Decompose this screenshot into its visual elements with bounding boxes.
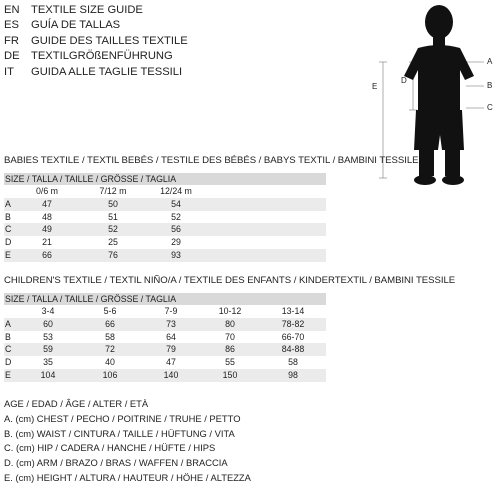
table-cell: 72 — [105, 344, 115, 355]
language-text: TEXTILE SIZE GUIDE — [31, 4, 143, 16]
table-cell: 70 — [225, 331, 235, 342]
table-row — [4, 331, 326, 344]
table-cell: 80 — [225, 318, 235, 329]
table-cell: 59 — [43, 344, 53, 355]
language-row-it — [4, 65, 188, 80]
table-cell: 150 — [222, 369, 238, 380]
dimension-label-d: D — [401, 76, 407, 85]
legend-waist: B. (cm) WAIST / CINTURA / TAILLE / HÜFTUNG / VITA — [4, 427, 235, 439]
table-row — [4, 369, 326, 382]
children-section-title: CHILDREN'S TEXTILE / TEXTIL NIÑO/A / TEXTILE DES ENFANTS / KINDERTEXTIL / BAMBINI TESSILE — [4, 275, 456, 286]
table-cell: 86 — [225, 344, 235, 355]
language-code: FR — [4, 34, 19, 47]
table-row — [4, 211, 326, 224]
table-cell: 66 — [42, 249, 52, 260]
table-cell: 47 — [166, 357, 176, 368]
legend-chest: A. (cm) CHEST / PECHO / POITRINE / TRUHE / PETTO — [4, 412, 241, 424]
language-text: GUIDE DES TAILLES TEXTILE — [31, 34, 188, 47]
table-cell: 25 — [108, 237, 118, 248]
column-header: 7/12 m — [99, 186, 127, 196]
legend-height: E. (cm) HEIGHT / ALTURA / HAUTEUR / HÖHE / ALTEZZA — [4, 471, 251, 483]
table-cell: 50 — [108, 198, 118, 209]
table-cell: 66-70 — [281, 331, 305, 342]
language-text: GUÍA DE TALLAS — [31, 19, 121, 32]
legend-hip: C. (cm) HIP / CADERA / HANCHE / HÜFTE / HIPS — [4, 442, 216, 454]
dimension-label-b: B — [487, 81, 493, 90]
language-row-es — [4, 18, 188, 33]
table-cell: 48 — [42, 211, 52, 222]
table-cell: 55 — [225, 357, 235, 368]
dimension-label-e: E — [372, 82, 378, 91]
table-row — [4, 343, 326, 356]
language-code: EN — [4, 4, 20, 16]
measurement-legend — [4, 397, 251, 486]
table-cell: 76 — [108, 249, 118, 260]
legend-age: AGE / EDAD / ÂGE / ALTER / ETÀ — [4, 398, 149, 409]
dimension-label-c: C — [487, 103, 493, 112]
babies-size-table — [4, 173, 326, 262]
table-cell: 29 — [171, 237, 181, 248]
babies-column-headers — [4, 185, 326, 198]
table-cell: 56 — [171, 224, 181, 235]
table-cell: 52 — [108, 224, 118, 235]
children-size-table — [4, 293, 326, 382]
language-row-en — [4, 3, 188, 18]
row-label: B — [5, 331, 11, 342]
table-cell: 51 — [108, 211, 118, 222]
column-header: 7-9 — [164, 306, 178, 316]
table-row — [4, 318, 326, 331]
row-label: D — [5, 237, 12, 248]
table-cell: 52 — [171, 211, 181, 222]
table-row — [4, 198, 326, 211]
table-row — [4, 249, 326, 262]
row-label: A — [5, 198, 11, 209]
row-label: E — [5, 249, 11, 260]
row-label: E — [5, 369, 11, 380]
table-cell: 106 — [102, 369, 118, 380]
table-cell: 93 — [171, 249, 181, 260]
children-table-header: SIZE / TALLA / TAILLE / GRÖSSE / TAGLIA — [4, 293, 326, 305]
language-row-fr — [4, 34, 188, 49]
language-text: GUIDA ALLE TAGLIE TESSILI — [31, 65, 183, 78]
table-cell: 66 — [105, 318, 115, 329]
language-code: DE — [4, 50, 20, 63]
row-label: C — [5, 224, 12, 235]
language-code: IT — [4, 65, 14, 78]
table-cell: 58 — [288, 357, 298, 368]
column-header: 10-12 — [218, 306, 242, 316]
dimension-label-a: A — [487, 57, 493, 66]
column-header: 12/24 m — [160, 186, 192, 196]
table-cell: 47 — [42, 198, 52, 209]
table-cell: 35 — [43, 357, 53, 368]
language-text: TEXTILGRÖßENFÜHRUNG — [31, 50, 173, 63]
language-row-de — [4, 49, 188, 64]
row-label: A — [5, 318, 11, 329]
table-cell: 104 — [40, 369, 56, 380]
table-cell: 53 — [43, 331, 53, 342]
table-cell: 98 — [288, 369, 298, 380]
babies-section-title: BABIES TEXTILE / TEXTIL BEBÉS / TESTILE DES BÉBÉS / BABYS TEXTIL / BAMBINI TESSILE — [4, 155, 419, 166]
table-cell: 58 — [105, 331, 115, 342]
table-row — [4, 223, 326, 236]
column-header: 13-14 — [281, 306, 305, 316]
children-column-headers — [4, 305, 326, 318]
table-cell: 84-88 — [281, 344, 305, 355]
column-header: 3-4 — [41, 306, 55, 316]
language-code: ES — [4, 19, 19, 32]
table-row — [4, 236, 326, 249]
table-cell: 21 — [42, 237, 52, 248]
table-cell: 79 — [166, 344, 176, 355]
table-row — [4, 356, 326, 369]
legend-arm: D. (cm) ARM / BRAZO / BRAS / WAFFEN / BRACCIA — [4, 457, 228, 469]
table-cell: 73 — [166, 318, 176, 329]
row-label: C — [5, 344, 12, 355]
table-cell: 54 — [171, 198, 181, 209]
table-cell: 78-82 — [281, 318, 305, 329]
table-cell: 64 — [166, 331, 176, 342]
table-cell: 40 — [105, 357, 115, 368]
table-cell: 140 — [163, 369, 179, 380]
table-cell: 60 — [43, 318, 53, 329]
babies-table-header: SIZE / TALLA / TAILLE / GRÖSSE / TAGLIA — [4, 173, 326, 185]
table-cell: 49 — [42, 224, 52, 235]
column-header: 5-6 — [103, 306, 117, 316]
language-list — [4, 3, 188, 80]
column-header: 0/6 m — [35, 186, 59, 196]
row-label: B — [5, 211, 11, 222]
row-label: D — [5, 357, 12, 368]
